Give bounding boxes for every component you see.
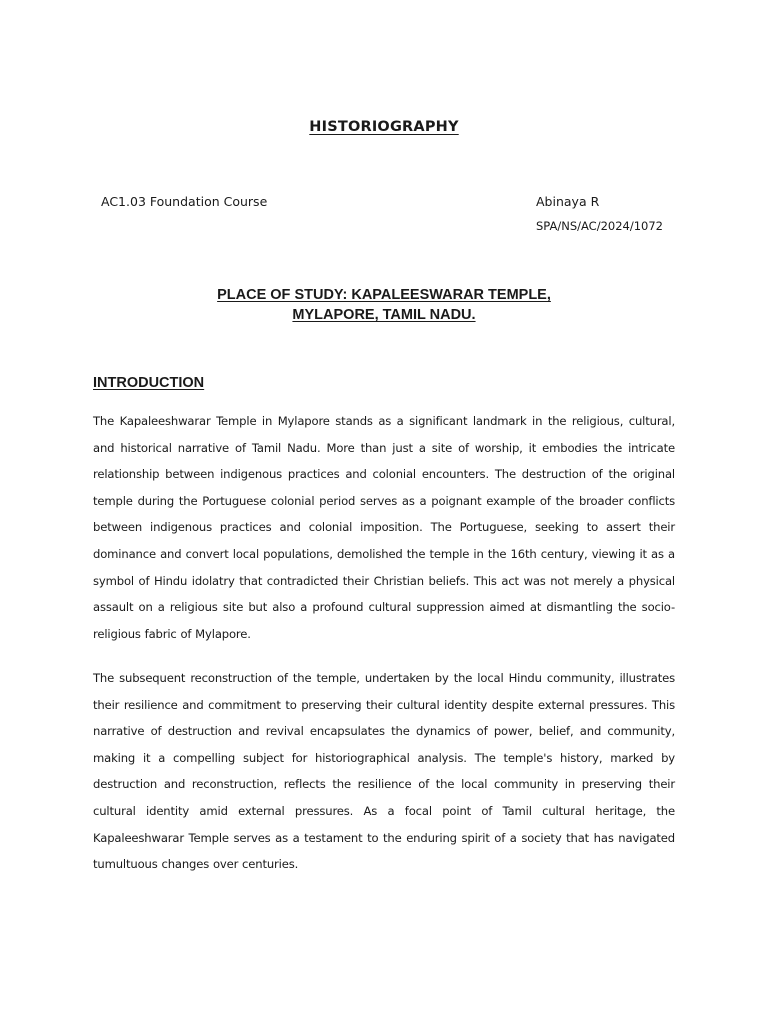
- introduction-heading: INTRODUCTION: [93, 375, 205, 391]
- document-title: HISTORIOGRAPHY: [309, 119, 459, 135]
- registration-number: SPA/NS/AC/2024/1072: [536, 219, 663, 233]
- introduction-paragraph-1: The Kapaleeshwarar Temple in Mylapore stands as a significant landmark in the religious, cultural, and historical narrative of Tamil Nadu. More than just a site of worship, it embodies the intricate relationship between indigenous practices and colonial encounters. The destruction of the original temple during the Portuguese colonial period serves as a poignant example of the broader conflicts between indigenous practices and colonial imposition. The Portuguese, seeking to assert their dominance and convert local populations, demolished the temple in the 16th century, viewing it as a symbol of Hindu idolatry that contradicted their Christian beliefs. This act was not merely a physical assault on a religious site but also a profound cultural suppression aimed at dismantling the socio-religious fabric of Mylapore.: [93, 414, 675, 641]
- place-of-study-line-1: PLACE OF STUDY: KAPALEESWARAR TEMPLE,: [217, 287, 551, 303]
- course-code: AC1.03 Foundation Course: [101, 194, 268, 209]
- introduction-paragraph-2: The subsequent reconstruction of the temple, undertaken by the local Hindu community, illustrates their resilience and commitment to preserving their cultural identity despite external pressures. This narrative of destruction and revival encapsulates the dynamics of power, belief, and community, making it a compelling subject for historiographical analysis. The temple's history, marked by destruction and reconstruction, reflects the resilience of the local community in preserving their cultural identity amid external pressures. As a focal point of Tamil cultural heritage, the Kapaleeshwarar Temple serves as a testament to the enduring spirit of a society that has navigated tumultuous changes over centuries.: [93, 671, 675, 872]
- place-of-study-line-2: MYLAPORE, TAMIL NADU.: [292, 307, 476, 323]
- place-of-study-heading: [0, 285, 768, 325]
- author-name: Abinaya R: [536, 194, 600, 209]
